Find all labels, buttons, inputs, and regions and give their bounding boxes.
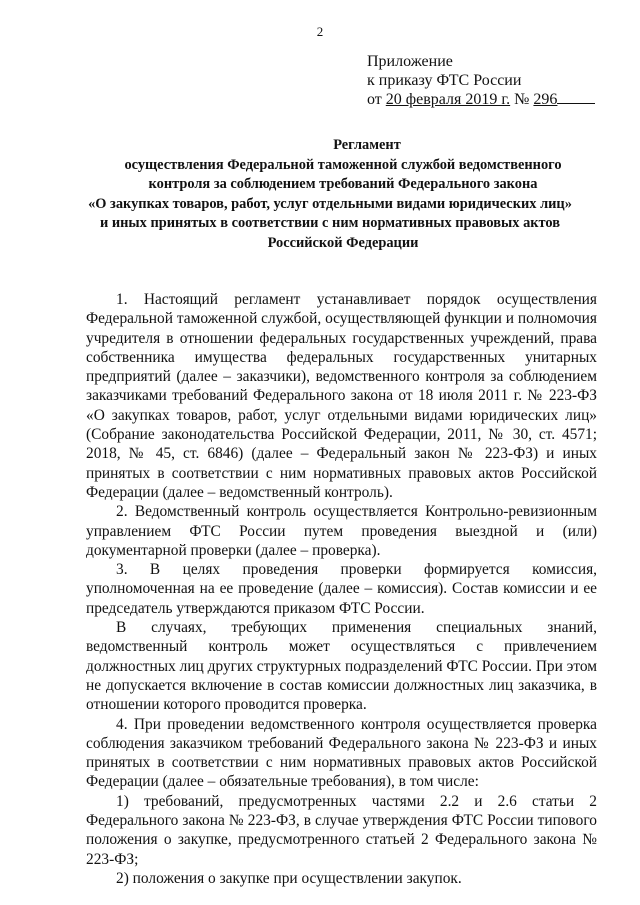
appendix-date: 20 февраля 2019 г. (385, 91, 511, 108)
document-body (86, 290, 597, 888)
appendix-number-underline (557, 90, 595, 104)
paragraph-4-item-2: 2) положения о закупке при осуществлении закупок. (116, 869, 462, 887)
appendix-date-prefix: от (367, 91, 386, 108)
title-line-0: Регламент (333, 137, 401, 153)
appendix-line-1: Приложение (367, 53, 453, 70)
paragraph-3: 3. В целях проведения проверки формируется комиссия, уполномоченная на ее проведение (далее – комиссия). Состав комиссии и ее председатель утверждаются приказом ФТС России. (86, 561, 597, 617)
paragraph-2: 2. Ведомственный контроль осуществляется Контрольно-ревизионным управлением ФТС России путем проведения выездной и (или) документарной проверки (далее – проверка). (86, 503, 597, 559)
paragraph-1: 1. Настоящий регламент устанавливает порядок осуществления Федеральной таможенной службой, осуществляющей функции и полномочия учредителя в отношении федеральных государственных учреждений, права собственника имущества федеральных государственных унитарных предприятий (далее – заказчики), ведомственного контроля за соблюдением заказчиками требований Федерального закона от 18 июля 2011 г. № 223-ФЗ «О закупках товаров, работ, услуг отдельными видами юридических лиц» (Собрание законодательства Российской Федерации, 2011, № 30, ст. 4571; 2018, № 45, ст. 6846) (далее – Федеральный закон № 223-ФЗ) и иных принятых в соответствии с ним нормативных правовых актов Российской Федерации (далее – ведомственный контроль). (86, 291, 597, 501)
title-line-2: контроля за соблюдением требований Федерального закона (148, 176, 538, 192)
title-line-5: Российской Федерации (267, 234, 419, 251)
appendix-number: 296 (533, 91, 558, 108)
page-number: 2 (316, 24, 324, 39)
title-line-1: осуществления Федеральной таможенной службой ведомственного (124, 156, 562, 173)
document-title (60, 136, 600, 253)
appendix-header (367, 52, 595, 109)
appendix-number-prefix: № (510, 91, 534, 108)
title-line-4: и иных принятых в соответствии с ним нормативных правовых актов (99, 215, 561, 231)
appendix-line-3 (367, 90, 595, 109)
appendix-line-2: к приказу ФТС России (367, 72, 522, 89)
paragraph-4: 4. При проведении ведомственного контроля осуществляется проверка соблюдения заказчиком требований Федерального закона № 223-ФЗ и иных принятых в соответствии с ним нормативных правовых актов Российской Федерации (далее – обязательные требования), в том числе: (86, 715, 597, 791)
paragraph-4-item-1: 1) требований, предусмотренных частями 2.2 и 2.6 статьи 2 Федерального закона № 223-ФЗ, в случае утверждения ФТС России типового положения о закупке, предусмотренного статьей 2 Федерального закона № 223-ФЗ; (86, 792, 597, 868)
paragraph-3-note: В случаях, требующих применения специальных знаний, ведомственный контроль может осуществляться с привлечением должностных лиц других структурных подразделений ФТС России. При этом не допускается включение в состав комиссии должностных лиц заказчика, в отношении которого проводится проверка. (86, 619, 597, 714)
title-line-3: «О закупках товаров, работ, услуг отдельными видами юридических лиц» (88, 195, 572, 212)
